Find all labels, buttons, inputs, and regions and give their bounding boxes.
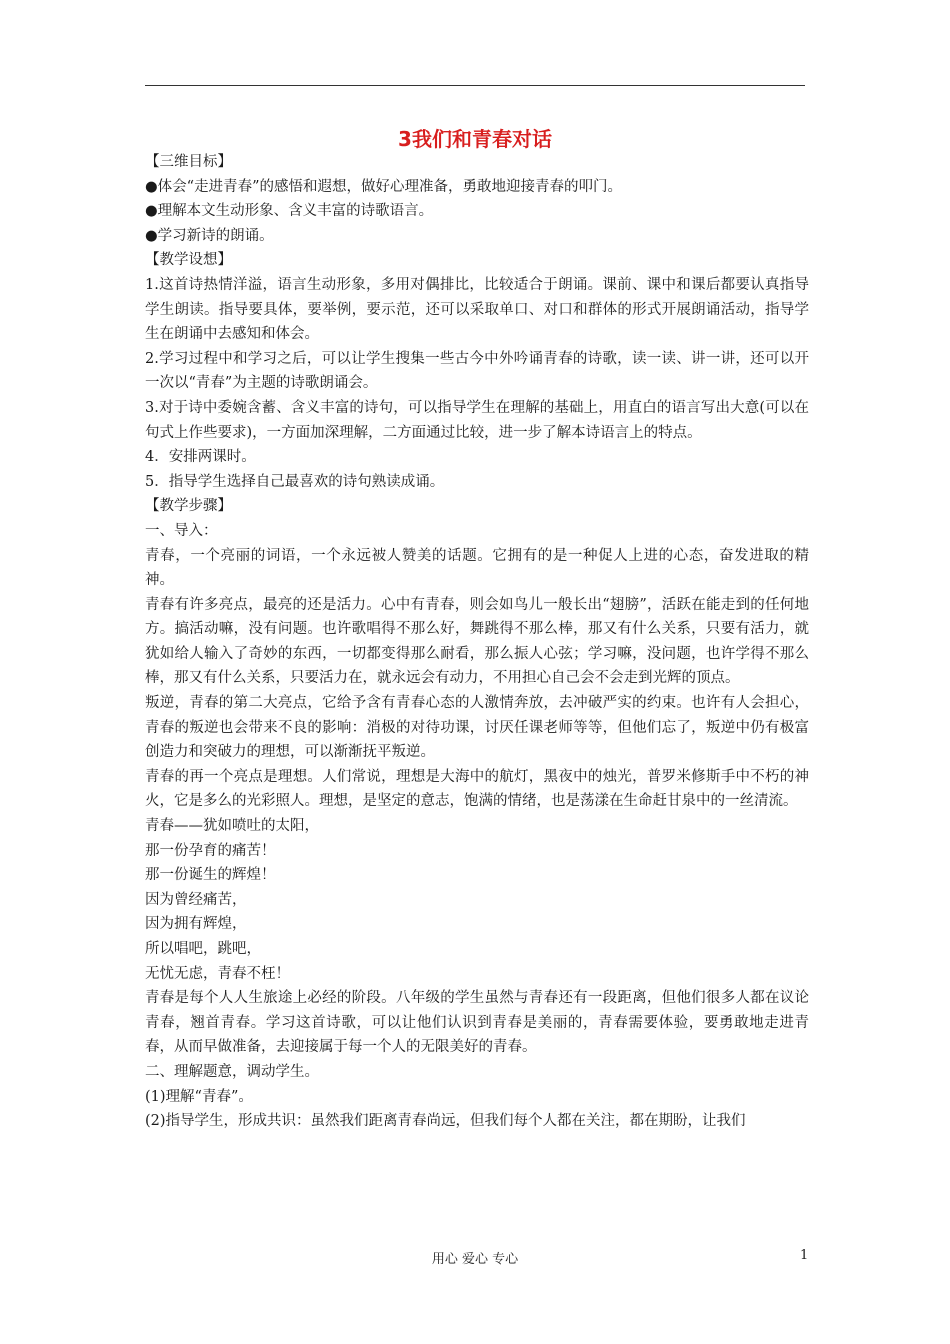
paragraph: ●理解本文生动形象、含义丰富的诗歌语言。	[145, 203, 434, 220]
paragraph: 3.对于诗中委婉含蓄、含义丰富的诗句，可以指导学生在理解的基础上，用直白的语言写出大意(可以在句式上作些要求)，一方面加深理解，二方面通过比较，进一步了解本诗语言上的特点。	[145, 399, 809, 441]
paragraph: 青春，一个亮丽的词语，一个永远被人赞美的话题。它拥有的是一种促人上进的心态，奋发进取的精神。	[145, 547, 809, 589]
poem-line: 那一份诞生的辉煌！	[145, 867, 276, 884]
paragraph: 【教学步骤】	[145, 498, 232, 515]
document-title: 3我们和青春对话	[398, 127, 552, 151]
poem-line: 青春——犹如喷吐的太阳，	[145, 818, 319, 835]
paragraph: 1.这首诗热情洋溢，语言生动形象，多用对偶排比，比较适合于朗诵。课前、课中和课后都要认真指导学生朗读。指导要具体，要举例，要示范，还可以采取单口、对口和群体的形式开展朗诵活动，指导学生在朗诵中去感知和体会。	[145, 276, 809, 343]
document-body	[145, 150, 809, 1134]
paragraph: 叛逆，青春的第二大亮点，它给予含有青春心态的人激情奔放，去冲破严实的约束。也许有人会担心，青春的叛逆也会带来不良的影响：消极的对待功课，讨厌任课老师等等，但他们忘了，叛逆中仍有极富创造力和突破力的理想，可以渐渐抚平叛逆。	[145, 695, 809, 761]
paragraph: (1)理解“青春”。	[145, 1088, 253, 1105]
poem-line: 所以唱吧，跳吧，	[145, 941, 261, 957]
poem-line: 因为曾经痛苦，	[145, 891, 247, 908]
page-number: 1	[800, 1248, 809, 1263]
paragraph: 青春的再一个亮点是理想。人们常说，理想是大海中的航灯，黑夜中的烛光，普罗米修斯手中不朽的神火，它是多么的光彩照人。理想，是坚定的意志，饱满的情绪，也是荡漾在生命赶甘泉中的一丝清流。	[145, 768, 809, 810]
paragraph: ●学习新诗的朗诵。	[145, 227, 274, 244]
paragraph: 5．指导学生选择自己最喜欢的诗句熟读成诵。	[145, 473, 445, 490]
poem-line: 因为拥有辉煌，	[145, 916, 247, 933]
paragraph: ●体会“走进青春”的感悟和遐想，做好心理准备，勇敢地迎接青春的叩门。	[145, 178, 622, 195]
paragraph: 【教学设想】	[145, 252, 232, 269]
paragraph: 青春有许多亮点，最亮的还是活力。心中有青春，则会如鸟儿一般长出“翅膀”，活跃在能走到的任何地方。搞活动嘛，没有问题。也许歌唱得不那么好，舞跳得不那么棒，那又有什么关系，只要有活力，就犹如给人输入了奇妙的东西，一切都变得那么耐看，那么振人心弦；学习嘛，没问题，也许学得不那么棒，那又有什么关系，只要活力在，就永远会有动力，不用担心自己会不会走到光辉的顶点。	[145, 596, 809, 687]
poem-line: 那一份孕育的痛苦！	[145, 842, 276, 859]
paragraph: 青春是每个人人生旅途上必经的阶段。八年级的学生虽然与青春还有一段距离，但他们很多人都在议论青春，翘首青春。学习这首诗歌，可以让他们认识到青春是美丽的，青春需要体验，要勇敢地走进青春，从而早做准备，去迎接属于每一个人的无限美好的青春。	[145, 990, 809, 1056]
paragraph: 一、导入：	[145, 522, 218, 539]
paragraph: (2)指导学生，形成共识：虽然我们距离青春尚远，但我们每个人都在关注，都在期盼，让我们	[145, 1113, 746, 1130]
paragraph: 二、理解题意，调动学生。	[145, 1063, 319, 1080]
footer-text: 用心 爱心 专心	[431, 1252, 519, 1267]
paragraph: 【三维目标】	[145, 154, 232, 170]
header-rule	[145, 85, 805, 86]
paragraph: 4．安排两课时。	[145, 449, 256, 466]
poem-line: 无忧无虑，青春不枉！	[145, 965, 290, 982]
paragraph: 2.学习过程中和学习之后，可以让学生搜集一些古今中外吟诵青春的诗歌，读一读、讲一讲，还可以开一次以“青春”为主题的诗歌朗诵会。	[145, 350, 809, 392]
